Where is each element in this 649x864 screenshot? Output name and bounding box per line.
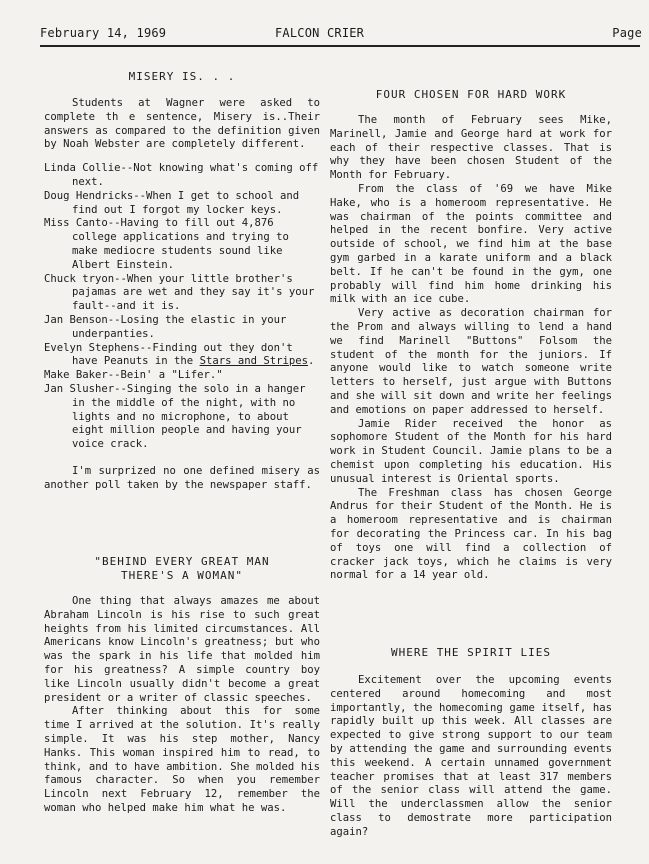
woman-paragraph: One thing that always amazes me about Abraham Lincoln is his rise to such great heights from his limited circumstances. All Americans know Lincoln's greatness; but who was the spark in his life that molded him for his greatness? A simple country boy like Lincoln usually didn't become a great president or a writer of classic speeches. xyxy=(44,595,320,704)
woman-title: "BEHIND EVERY GREAT MAN THERE'S A WOMAN" xyxy=(94,555,270,582)
misery-closing: I'm surprized no one defined misery as another poll taken by the newspaper staff. xyxy=(44,464,320,491)
misery-entry: Doug Hendricks--When I get to school and find out I forgot my locker keys. xyxy=(44,189,300,216)
publication-name: FALCON CRIER xyxy=(275,26,365,40)
issue-date: February 14, 1969 xyxy=(40,26,167,40)
misery-entry: Make Baker--Bein' a "Lifer." xyxy=(44,369,223,382)
spirit-title: WHERE THE SPIRIT LIES xyxy=(390,646,552,659)
misery-entry: Chuck tryon--When your little brother's pajamas are wet and they say it's your fault--and it is. xyxy=(44,272,315,313)
misery-entry: Jan Benson--Losing the elastic in your underpanties. xyxy=(44,313,287,340)
woman-paragraph: After thinking about this for some time I arrived at the solution. It's really simple. It was his step mother, Nancy Hanks. This woman inspired him to read, to think, and to have ambition. She molded his famous character. So when you remember Lincoln next February 12, remember the woman who helped make him what he was. xyxy=(44,705,320,814)
misery-entry: Miss Canto--Having to fill out 4,876 college applications and trying to make mediocre students sound like Albert Einstein. xyxy=(44,217,289,271)
four-chosen-paragraph: The month of February sees Mike, Marinell, Jamie and George hard at work for each of their respective classes. That is why they have been chosen Student of the Month for February. xyxy=(330,114,612,182)
four-chosen-article xyxy=(330,88,612,583)
page-header xyxy=(40,26,642,44)
misery-entry-text: . xyxy=(308,355,315,368)
header-divider xyxy=(40,45,640,47)
misery-entry: Linda Collie--Not knowing what's coming off next. xyxy=(44,162,319,188)
misery-entry-text: Evelyn Stephens--Finding out they don't have Peanuts in the xyxy=(44,341,293,368)
misery-intro: Students at Wagner were asked to complete th e sentence, Misery is..Their answers as compared to the definition given by Noah Webster are completely different. xyxy=(44,97,320,151)
four-chosen-paragraph: From the class of '69 we have Mike Hake, who is a homeroom representative. He was chairman of the points committee and helped in the recent bonfire. Very active outside of school, we find him at the base gym garbed in a karate uniform and a black belt. If he can't be found in the gym, one probably will find him home drinking his milk with an ice cube. xyxy=(330,182,612,306)
four-chosen-paragraph: Jamie Rider received the honor as sophomore Student of the Month for his hard work in Student Council. Jamie plans to be a chemist upon completing his education. His unusual interest is Oriental sports. xyxy=(330,417,612,485)
page-label: Page xyxy=(612,26,642,40)
four-chosen-paragraph: Very active as decoration chairman for the Prom and always willing to lend a hand we find Marinell "Buttons" Folsom the student of the month for the juniors. If anyone would like to watch someone write letters to herself, just argue with Buttons and she will sit down and write her feelings and emotions on paper addressed to herself. xyxy=(330,307,612,416)
misery-entry: Jan Slusher--Singing the solo in a hanger in the middle of the night, with no lights and no microphone, to about eight million people and having your voice crack. xyxy=(44,382,306,451)
four-chosen-title: FOUR CHOSEN FOR HARD WORK xyxy=(375,88,567,101)
woman-article xyxy=(44,555,320,816)
four-chosen-paragraph: The Freshman class has chosen George Andrus for their Student of the Month. He is a homeroom representative and is chairman for decorating the Princess car. In his bag of toys one will find a collection of cracker jack toys, which he claims is very normal for a 14 year old. xyxy=(330,486,612,582)
misery-article xyxy=(44,70,320,493)
newspaper-title: Stars and Stripes xyxy=(199,355,308,368)
misery-title: MISERY IS. . . xyxy=(128,70,236,83)
spirit-article xyxy=(330,646,612,840)
spirit-paragraph: Excitement over the upcoming events centered around homecoming and most importantly, the homecoming game itself, has rapidly built up this week. All classes are expected to give strong support to our team by attending the game and surrounding events this weekend. A certain unnamed government teacher promises that at least 317 members of the senior class will attend the game. Will the underclassmen allow the senior class to demostrate more participation again? xyxy=(330,674,612,838)
misery-entry xyxy=(44,342,320,370)
